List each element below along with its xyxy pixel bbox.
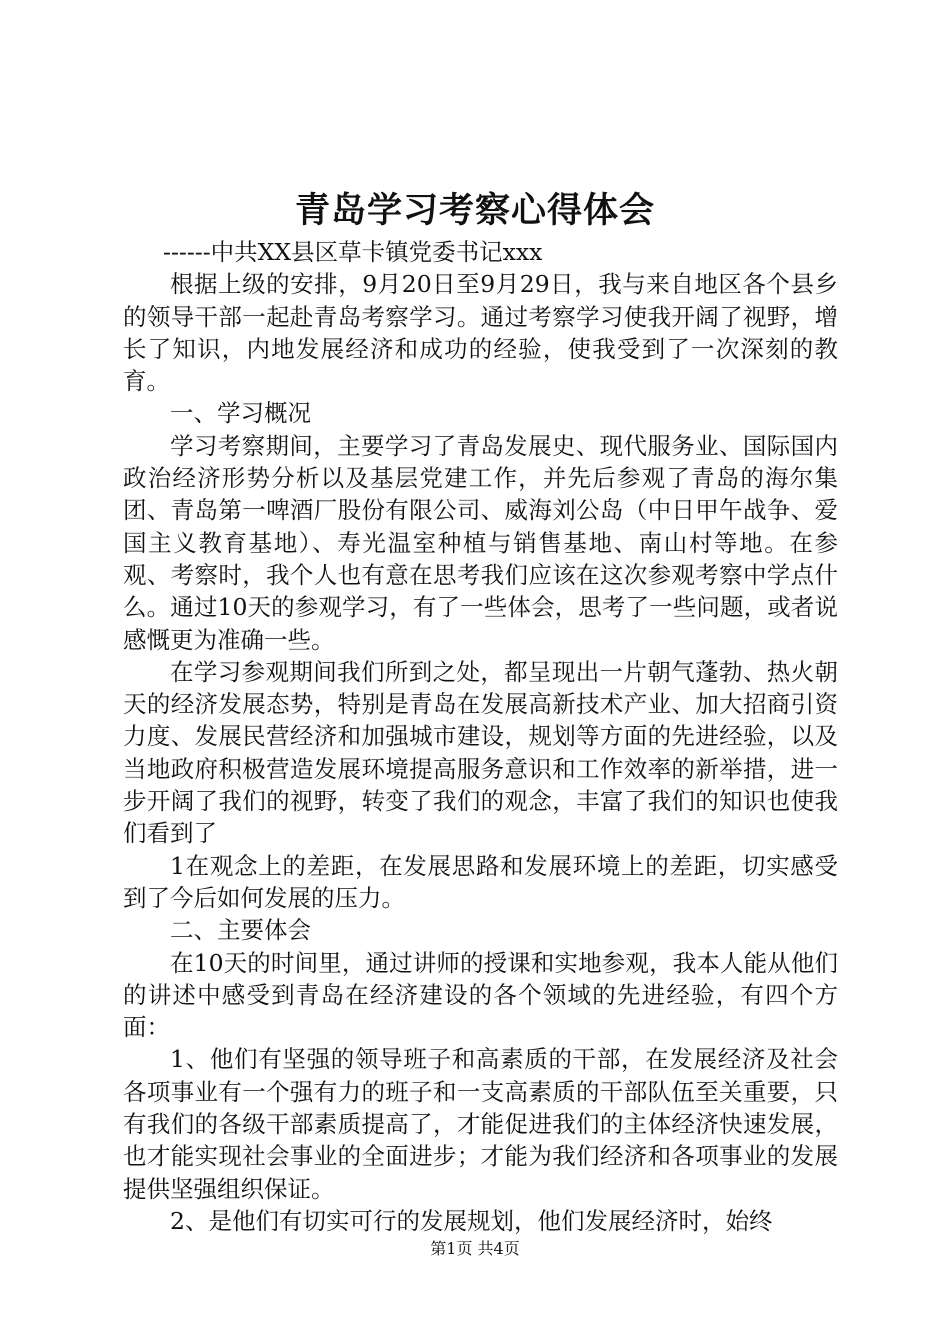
paragraph-intro: 根据上级的安排，9月20日至9月29日，我与来自地区各个县乡的领导干部一起赴青岛考察学习。通过考察学习使我开阔了视野，增长了知识，内地发展经济和成功的经验，使我受到了一次深刻的教育。 xyxy=(123,270,838,396)
author-line: ------中共XX县区草卡镇党委书记xxx xyxy=(163,238,543,266)
document-body xyxy=(123,236,838,1237)
document-title: 青岛学习考察心得体会 xyxy=(294,190,655,231)
page-footer: 第1页 共4页 xyxy=(430,1239,520,1258)
paragraph-visit: 在学习参观期间我们所到之处，都呈现出一片朝气蓬勃、热火朝天的经济发展态势，特别是青岛在发展高新技术产业、加大招商引资力度、发展民营经济和加强城市建设，规划等方面的先进经验，以及当地政府积极营造发展环境提高服务意识和工作效率的新举措，进一步开阔了我们的视野，转变了我们的观念，丰富了我们的知识也使我们看到了 xyxy=(123,657,838,848)
paragraph-point-2: 2、是他们有切实可行的发展规划，他们发展经济时，始终 xyxy=(170,1206,773,1235)
paragraph-point-1: 1、他们有坚强的领导班子和高素质的干部，在发展经济及社会各项事业有一个强有力的班子和一支高素质的干部队伍至关重要，只有我们的各级干部素质提高了，才能促进我们的主体经济快速发展，也才能实现社会事业的全面进步；才能为我们经济和各项事业的发展提供坚强组织保证。 xyxy=(123,1045,838,1203)
section-heading-experience: 二、主要体会 xyxy=(170,916,311,945)
paragraph-gap: 1在观念上的差距，在发展思路和发展环境上的差距，切实感受到了今后如何发展的压力。 xyxy=(123,851,838,912)
section-heading-overview: 一、学习概况 xyxy=(170,399,311,428)
paragraph-overview: 学习考察期间，主要学习了青岛发展史、现代服务业、国际国内政治经济形势分析以及基层党建工作，并先后参观了青岛的海尔集团、青岛第一啤酒厂股份有限公司、威海刘公岛（中日甲午战争、爱国主义教育基地）、寿光温室种植与销售基地、南山村等地。在参观、考察时，我个人也有意在思考我们应该在这次参观考察中学点什么。通过10天的参观学习，有了一些体会，思考了一些问题，或者说感慨更为准确一些。 xyxy=(123,431,838,654)
paragraph-experience-intro: 在10天的时间里，通过讲师的授课和实地参观，我本人能从他们的讲述中感受到青岛在经济建设的各个领域的先进经验，有四个方面： xyxy=(123,948,838,1042)
